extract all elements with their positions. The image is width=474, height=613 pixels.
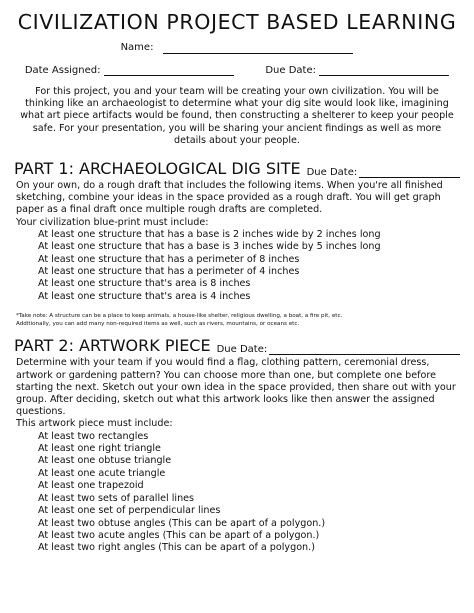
part1-note bbox=[16, 313, 460, 328]
date-assigned-field bbox=[25, 64, 234, 76]
list-item: At least one structure that has a perimeter of 4 inches bbox=[38, 266, 300, 278]
part2-lead: This artwork piece must include: bbox=[16, 418, 173, 430]
list-item: At least two right angles (This can be apart of a polygon.) bbox=[38, 542, 315, 554]
list-item: At least one set of perpendicular lines bbox=[38, 505, 221, 517]
part2-due-label: Due Date: bbox=[216, 344, 268, 356]
part2-section bbox=[14, 336, 460, 554]
part2-list bbox=[14, 431, 460, 555]
list-item: At least one structure that has a base is 2 inches wide by 2 inches long bbox=[38, 228, 381, 240]
part1-section bbox=[14, 159, 460, 328]
part2-heading: PART 2: ARTWORK PIECE bbox=[14, 336, 211, 356]
due-date-field bbox=[265, 64, 449, 76]
part1-heading-row bbox=[14, 159, 460, 178]
date-assigned-blank[interactable] bbox=[104, 64, 234, 76]
part1-heading: PART 1: ARCHAEOLOGICAL DIG SITE bbox=[14, 159, 301, 179]
due-date-label: Due Date: bbox=[265, 65, 316, 76]
page-title: CIVILIZATION PROJECT BASED LEARNING bbox=[17, 10, 457, 34]
list-item: At least one structure that's area is 4 inches bbox=[38, 290, 251, 302]
part2-paragraph: Determine with your team if you would find a flag, clothing pattern, ceremonial dress, artwork or gardening pattern? You can choose more than one, but complete one before starting the next. Sketch out your own idea in the space provided, then share out with your group. After deciding, sketch out what this artwork looks like then answer the assigned questions. bbox=[16, 357, 456, 418]
name-blank[interactable] bbox=[163, 42, 353, 54]
part2-heading-row bbox=[14, 336, 460, 355]
list-item: At least two acute angles (This can be apart of a polygon.) bbox=[38, 529, 320, 541]
intro-paragraph: For this project, you and your team will be creating your own civilization. You will be thinking like an archaeologist to determine what your dig site would look like, imagining what art piece artifacts would be found, then constructing a shelterer to keep your people safe. For your presentation, you will be sharing your ancient findings as well as more details about your people. bbox=[20, 86, 454, 146]
list-item: At least two obtuse angles (This can be apart of a polygon.) bbox=[38, 517, 326, 529]
list-item: At least one structure that has a base is 3 inches wide by 5 inches long bbox=[38, 241, 381, 253]
note-line: Additionally, you can add many non-required items as well, such as rivers, mountains, or oceans etc. bbox=[16, 320, 300, 327]
dates-row bbox=[14, 64, 460, 76]
part1-paragraph: On your own, do a rough draft that includes the following items. When you're all finished sketching, combine your ideas in the space provided as a rough draft. You will get graph paper as a final draft once multiple rough drafts are completed. bbox=[16, 180, 443, 216]
part2-due-blank[interactable] bbox=[269, 342, 460, 355]
list-item: At least one obtuse triangle bbox=[38, 455, 172, 467]
date-assigned-label: Date Assigned: bbox=[24, 65, 101, 76]
part1-due-label: Due Date: bbox=[306, 167, 358, 179]
name-row bbox=[14, 42, 460, 54]
list-item: At least one right triangle bbox=[38, 443, 161, 455]
list-item: At least two sets of parallel lines bbox=[38, 492, 195, 504]
list-item: At least one structure that's area is 8 inches bbox=[38, 278, 251, 290]
list-item: At least one trapezoid bbox=[38, 480, 144, 492]
list-item: At least one structure that has a perimeter of 8 inches bbox=[38, 253, 300, 265]
note-line: *Take note: A structure can be a place to keep animals, a house-like shelter, religious dwelling, a boat, a fire pit, etc. bbox=[16, 313, 343, 320]
part1-list bbox=[14, 229, 460, 303]
part1-due-blank[interactable] bbox=[359, 165, 460, 178]
list-item: At least one acute triangle bbox=[38, 467, 166, 479]
part1-lead: Your civilization blue-print must include: bbox=[16, 216, 209, 228]
list-item: At least two rectangles bbox=[38, 430, 149, 442]
name-label: Name: bbox=[120, 42, 154, 53]
due-date-blank[interactable] bbox=[319, 64, 449, 76]
